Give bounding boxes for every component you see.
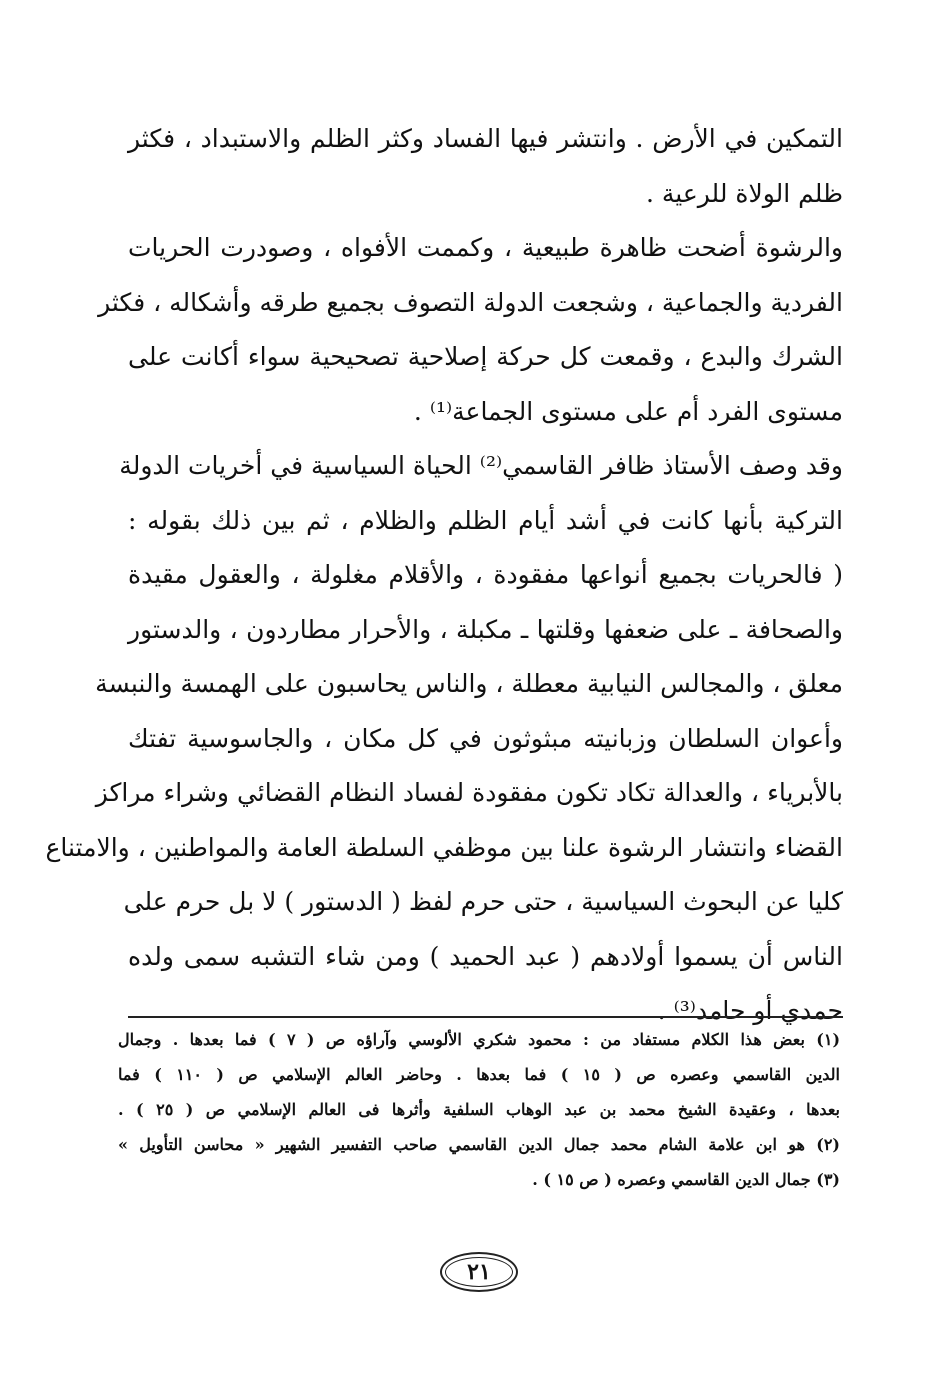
text-line: القضاء وانتشار الرشوة علنا بين موظفي السلطة العامة والمواطنين ، والامتناع	[45, 832, 843, 862]
page-number	[440, 1252, 518, 1292]
text-line: ظلم الولاة للرعية .	[646, 178, 843, 208]
text-line: وأعوان السلطان وزبانيته مبثوثون في كل مكان ، والجاسوسية تفتك	[128, 723, 843, 753]
footnote-separator	[128, 1016, 843, 1018]
text-line: معلق ، والمجالس النيابية معطلة ، والناس يحاسبون على الهمسة والنبسة	[95, 669, 843, 698]
text-line: الفردية والجماعية ، وشجعت الدولة التصوف بجميع طرقه وأشكاله ، فكثر	[98, 287, 843, 317]
text-line: والصحافة ـ على ضعفها وقلتها ـ مكبلة ، والأحرار مطاردون ، والدستور	[128, 614, 843, 644]
footnote-line: الدين القاسمي وعصره ص ( ١٥ ) فما بعدها . وحاضر العالم الإسلامي ص ( ١١٠ ) فما	[118, 1065, 841, 1084]
page-number-text: ٢١	[467, 1259, 491, 1285]
text-line: بالأبرياء ، والعدالة تكاد تكون مفقودة لفساد النظام القضائي وشراء مراكز	[95, 778, 843, 807]
text-line: وقد وصف الأستاذ ظافر القاسمي⁽²⁾ الحياة السياسية في أخريات الدولة	[119, 451, 843, 480]
footnote-line: (١) بعض هذا الكلام مستفاد من : محمود شكري الألوسي وآراؤه ص ( ٧ ) فما بعدها . وجمال	[118, 1030, 841, 1049]
text-line: والرشوة أضحت ظاهرة طبيعية ، وكممت الأفواه ، وصودرت الحريات	[128, 233, 843, 262]
footnotes	[118, 1022, 840, 1197]
footnote-line: بعدها ، وعقيدة الشيخ محمد بن عبد الوهاب السلفية وأثرها فى العالم الإسلامي ص ( ٢٥ ) .	[118, 1100, 840, 1119]
main-text	[45, 112, 843, 1039]
footnote-line: (٢) هو ابن علامة الشام محمد جمال الدين القاسمي صاحب التفسير الشهير « محاسن التأويل »	[118, 1135, 840, 1154]
text-line: الشرك والبدع ، وقمعت كل حركة إصلاحية تصحيحية سواء أكانت على	[128, 342, 843, 371]
text-line: الناس أن يسموا أولادهم ( عبد الحميد ) ومن شاء التشبه سمى ولده	[128, 941, 843, 971]
text-line: مستوى الفرد أم على مستوى الجماعة⁽¹⁾ .	[413, 396, 843, 426]
text-line: ( فالحريات بجميع أنواعها مفقودة ، والأقلام مغلولة ، والعقول مقيدة	[128, 560, 843, 589]
footnote-line: (٣) جمال الدين القاسمي وعصره ( ص ١٥ ) .	[532, 1170, 840, 1189]
text-line: حمدي أو حامد⁽³⁾ .	[657, 996, 843, 1025]
text-line: كليا عن البحوث السياسية ، حتى حرم لفظ ( الدستور ) لا بل حرم على	[123, 887, 843, 916]
text-line: التركية بأنها كانت في أشد أيام الظلم والظلام ، ثم بين ذلك بقوله :	[128, 505, 843, 535]
text-line: التمكين في الأرض . وانتشر فيها الفساد وكثر الظلم والاستبداد ، فكثر	[128, 124, 843, 153]
